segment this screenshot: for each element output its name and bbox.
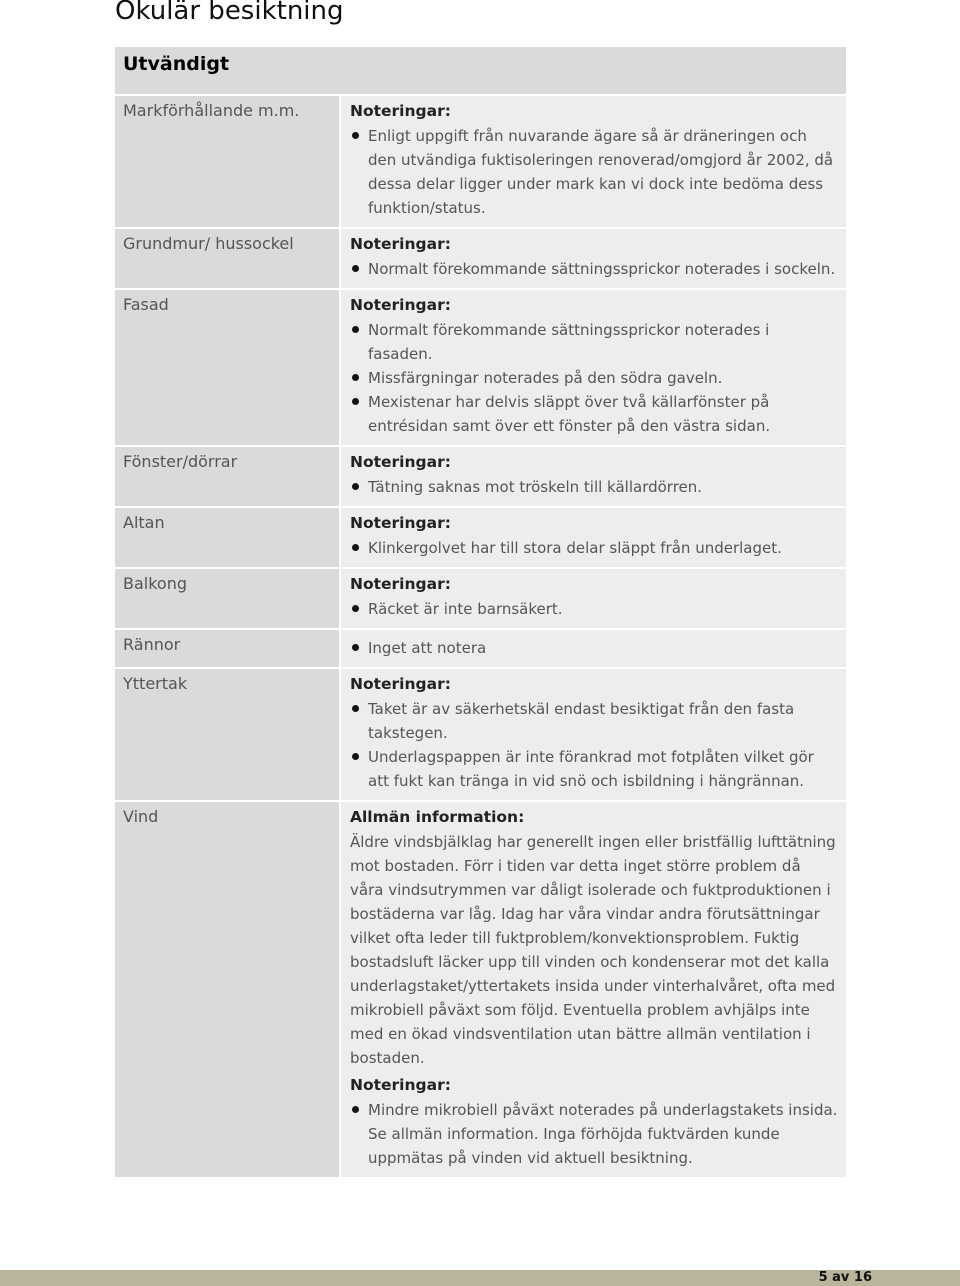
page-number: 5 av 16 <box>818 1270 872 1285</box>
row-content <box>339 290 846 445</box>
list-item <box>350 697 838 745</box>
notes-list <box>350 475 838 499</box>
list-item-text: Tätning saknas mot tröskeln till källardörren. <box>368 478 703 496</box>
notes-list <box>350 636 838 660</box>
footer-bar <box>0 1270 960 1286</box>
bullet-icon <box>352 326 359 333</box>
notes-list <box>350 257 838 281</box>
row-content <box>339 669 846 800</box>
table-row <box>115 506 846 567</box>
bullet-icon <box>352 483 359 490</box>
row-label: Rännor <box>115 630 339 667</box>
row-content <box>339 96 846 227</box>
row-content <box>339 802 846 1177</box>
notes-list <box>350 597 838 621</box>
row-label: Fönster/dörrar <box>115 447 339 506</box>
table-row <box>115 567 846 628</box>
list-item <box>350 1098 838 1170</box>
bullet-icon <box>352 605 359 612</box>
row-content <box>339 569 846 628</box>
section-title: Utvändigt <box>115 47 846 94</box>
bullet-icon <box>352 644 359 651</box>
notes-heading: Noteringar: <box>350 453 451 471</box>
page-title: Okulär besiktning <box>115 0 344 26</box>
list-item-text: Missfärgningar noterades på den södra gaveln. <box>368 369 723 387</box>
notes-list <box>350 124 838 220</box>
row-label: Vind <box>115 802 339 1177</box>
list-item-text: Normalt förekommande sättningssprickor noterades i fasaden. <box>368 321 770 363</box>
notes-list <box>350 697 838 793</box>
bullet-icon <box>352 544 359 551</box>
notes-heading: Noteringar: <box>350 102 451 120</box>
notes-heading: Noteringar: <box>350 575 451 593</box>
bullet-icon <box>352 265 359 272</box>
table-row <box>115 288 846 445</box>
list-item-text: Klinkergolvet har till stora delar släppt från underlaget. <box>368 539 782 557</box>
table-row <box>115 94 846 227</box>
table-row <box>115 800 846 1177</box>
list-item-text: Mexistenar har delvis släppt över två källarfönster på entrésidan samt över ett fönster på den västra sidan. <box>368 393 771 435</box>
row-label: Balkong <box>115 569 339 628</box>
list-item <box>350 257 838 281</box>
notes-list <box>350 318 838 438</box>
list-item-text: Enligt uppgift från nuvarande ägare så är dräneringen och den utvändiga fuktisoleringen renoverad/omgjord år 2002, då dessa delar ligger under mark kan vi dock inte bedöma dess funktion/status. <box>368 127 834 217</box>
notes-heading: Noteringar: <box>350 235 451 253</box>
table-row <box>115 628 846 667</box>
row-content <box>339 630 846 667</box>
table-row <box>115 445 846 506</box>
row-content <box>339 508 846 567</box>
list-item-text: Räcket är inte barnsäkert. <box>368 600 563 618</box>
bullet-icon <box>352 1106 359 1113</box>
bullet-icon <box>352 398 359 405</box>
notes-heading: Noteringar: <box>350 675 451 693</box>
row-label: Markförhållande m.m. <box>115 96 339 227</box>
bullet-icon <box>352 374 359 381</box>
table-row <box>115 667 846 800</box>
list-item <box>350 536 838 560</box>
row-label: Grundmur/ hussockel <box>115 229 339 288</box>
notes-list <box>350 536 838 560</box>
list-item <box>350 475 838 499</box>
list-item <box>350 124 838 220</box>
row-content <box>339 229 846 288</box>
notes-heading: Noteringar: <box>350 1076 451 1094</box>
info-text: Äldre vindsbjälklag har generellt ingen eller bristfällig lufttätning mot bostaden. Förr i tiden var detta inget större problem då våra vindsutrymmen var dåligt isolerade och fuktproduktionen i bostäderna var låg. Idag har våra vindar andra förutsättningar vilket ofta leder till fuktproblem/konvektionsproblem. Fuktig bostadsluft läcker upp till vinden och kondenserar mot det kalla underlagstaket/yttertakets insida under vinterhalvåret, ofta med mikrobiell påväxt som följd. Eventuella problem avhjälps inte med en ökad vindsventilation utan bättre allmän ventilation i bostaden. <box>350 833 836 1067</box>
row-content <box>339 447 846 506</box>
list-item <box>350 366 838 390</box>
table-row <box>115 227 846 288</box>
list-item <box>350 745 838 793</box>
row-label: Altan <box>115 508 339 567</box>
row-label: Fasad <box>115 290 339 445</box>
inspection-rows <box>115 94 846 1177</box>
notes-heading: Noteringar: <box>350 514 451 532</box>
list-item-text: Underlagspappen är inte förankrad mot fotplåten vilket gör att fukt kan tränga in vid snö och isbildning i hängrännan. <box>368 748 814 790</box>
bullet-icon <box>352 753 359 760</box>
list-item-text: Mindre mikrobiell påväxt noterades på underlagstakets insida. Se allmän information. Inga förhöjda fuktvärden kunde uppmätas på vinden vid aktuell besiktning. <box>368 1101 838 1167</box>
bullet-icon <box>352 132 359 139</box>
row-label: Yttertak <box>115 669 339 800</box>
bullet-icon <box>352 705 359 712</box>
list-item <box>350 318 838 366</box>
list-item-text: Inget att notera <box>368 639 487 657</box>
notes-heading: Noteringar: <box>350 296 451 314</box>
list-item <box>350 390 838 438</box>
inspection-table <box>115 47 846 1177</box>
info-heading: Allmän information: <box>350 808 525 826</box>
list-item-text: Normalt förekommande sättningssprickor noterades i sockeln. <box>368 260 836 278</box>
list-item <box>350 597 838 621</box>
notes-list <box>350 1098 838 1170</box>
list-item <box>350 636 838 660</box>
list-item-text: Taket är av säkerhetskäl endast besiktigat från den fasta takstegen. <box>368 700 795 742</box>
